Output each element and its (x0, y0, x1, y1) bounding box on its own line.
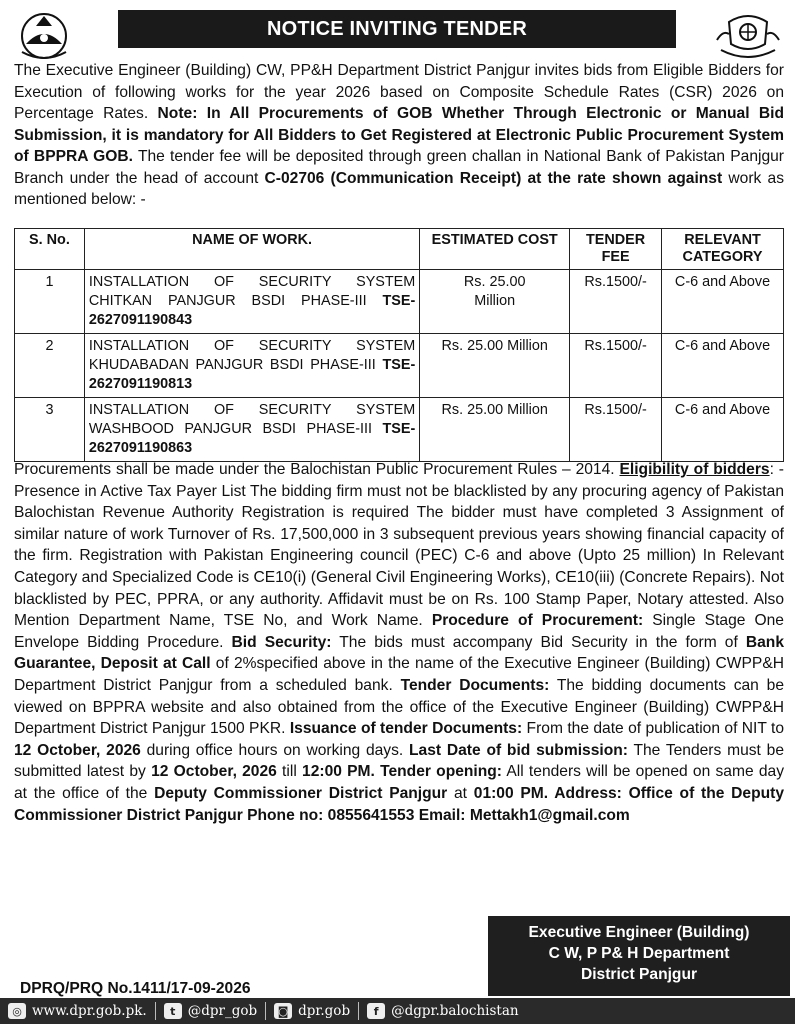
twitter-icon: t (164, 1003, 182, 1019)
signature-block (488, 916, 790, 996)
row-cost: Rs. 25.00 Million (420, 398, 570, 462)
opening-office: Deputy Commissioner District Panjgur (154, 784, 448, 802)
intro-paragraph (14, 60, 784, 211)
body-text: The bidding documents can be viewed on BPPRA website and also obtained from the office of the Executive Engineer (Building) CWPP&H Department District Panjgur 1500 PKR. (14, 676, 784, 738)
header-category: RELEVANT CATEGORY (662, 229, 784, 270)
footer-twitter[interactable] (156, 1003, 265, 1019)
body-text: of 2%specified above in the name of the Executive Engineer (Building) CWPP&H Department District Panjgur from a scheduled bank. (14, 655, 784, 694)
body-text: From the date of publication of NIT to (522, 720, 785, 738)
dprq-number: DPRQ/PRQ No.1411/17-09-2026 (20, 980, 251, 997)
account-head: C-02706 (Communication Receipt) at the rate shown against (264, 169, 723, 187)
tse-number: TSE-2627091190843 (88, 293, 416, 328)
tender-documents-heading: Tender Documents: (400, 676, 550, 694)
tse-number: TSE-2627091190813 (88, 357, 416, 392)
work-name-text: INSTALLATION OF SECURITY SYSTEM CHITKAN PANJGUR BSDI PHASE-III (88, 274, 416, 309)
procedure-heading: Procedure of Procurement: (431, 612, 644, 630)
row-sno: 1 (15, 270, 85, 334)
row-fee: Rs.1500/- (570, 270, 662, 334)
facebook-icon: f (367, 1003, 385, 1019)
opening-time-address: 01:00 PM. Address: Office of the Deputy Commissioner District Panjgur Phone no: 0855641553 Email: Mettakh1@gmail.com (14, 784, 784, 824)
issuance-end-date: 12 October, 2026 (14, 741, 141, 759)
row-category: C-6 and Above (662, 398, 784, 462)
department-crest-logo (715, 10, 781, 60)
tse-number: TSE-2627091190863 (88, 421, 416, 456)
footer-bar (0, 998, 795, 1024)
issuance-heading: Issuance of tender Documents: (289, 720, 523, 738)
row-work-name (84, 398, 419, 462)
submission-date: 12 October, 2026 (151, 763, 277, 781)
table-header-row (15, 229, 784, 270)
row-fee: Rs.1500/- (570, 398, 662, 462)
government-emblem-logo (16, 8, 72, 60)
intro-text-1: The Executive Engineer (Building) CW, PP&H Department District Panjgur invites bids from Eligible Bidders for Execution of following works for the year 2026 based on Composite Schedule Rates (CSR) 2026 on Percentage Rates. (14, 62, 784, 122)
website-text: www.dpr.gob.pk. (32, 1003, 147, 1019)
bank-guarantee-text: Bank Guarantee, Deposit at Call (14, 633, 784, 673)
row-work-name (84, 270, 419, 334)
table-row (15, 334, 784, 398)
conditions-paragraph (14, 459, 784, 826)
work-name-text: INSTALLATION OF SECURITY SYSTEM WASHBOOD PANJGUR BSDI PHASE-III (88, 402, 416, 437)
body-text: Single Stage One Envelope Bidding Procedure. (14, 612, 784, 651)
submission-time: 12:00 PM. Tender opening: (302, 763, 502, 781)
body-text: till (276, 763, 303, 781)
instagram-icon: ◙ (274, 1003, 292, 1019)
row-cost: Rs. 25.00 Million (420, 270, 570, 334)
globe-icon: ◎ (8, 1003, 26, 1019)
header-fee: TENDER FEE (570, 229, 662, 270)
row-fee: Rs.1500/- (570, 334, 662, 398)
row-sno: 3 (15, 398, 85, 462)
facebook-handle: @dgpr.balochistan (391, 1003, 519, 1019)
intro-text-2: The tender fee will be deposited through green challan in National Bank of Pakistan Panjgur Branch under the head of account (14, 148, 784, 187)
footer-website[interactable] (0, 1003, 155, 1019)
body-text: All tenders will be opened on same day at the office of the (14, 763, 785, 802)
header-name: NAME OF WORK. (84, 229, 419, 270)
header-sno: S. No. (15, 229, 85, 270)
intro-note: Note: In All Procurements of GOB Whether Through Electronic or Manual Bid Submission, it is mandatory for All Bidders to Get Registered at Electronic Public Procurement System of BPPRA GOB. (14, 105, 784, 165)
row-category: C-6 and Above (662, 270, 784, 334)
notice-header (0, 4, 795, 62)
intro-text-3: work as mentioned below: - (14, 169, 784, 208)
row-category: C-6 and Above (662, 334, 784, 398)
table-row (15, 270, 784, 334)
signature-line: Executive Engineer (Building) (528, 924, 750, 941)
signature-line: District Panjgur (580, 966, 698, 983)
body-text: during office hours on working days. (140, 741, 410, 759)
body-text: The Tenders must be submitted latest by (14, 741, 784, 781)
last-date-heading: Last Date of bid submission: (409, 741, 628, 759)
row-sno: 2 (15, 334, 85, 398)
table-row (15, 398, 784, 462)
body-text: at (447, 784, 474, 802)
instagram-handle: dpr.gob (298, 1003, 351, 1019)
body-text: : -Presence in Active Tax Payer List The bidding firm must not be blacklisted by any procuring agency of Pakistan Balochistan Revenue Authority Registration is required The bidder must have completed 3 Assignment of similar nature of work Turnover of Rs. 17,500,000 in 3 subsequent previous years showing financial capacity of the firm. Registration with Pakistan Engineering council (PEC) C-6 and above (Upto 25 million) In Relevant Category and Specialized Code is CE10(i) (General Civil Engineering Works), CE10(iii) (Concrete Repairs). Not blacklisted by PEC, PPRA, or any authority. Affidavit must be on Rs. 100 Stamp Paper, Notary attested. Also Mention Department Name, TSE No, and Work Name. (14, 461, 784, 630)
bid-security-heading: Bid Security: (231, 633, 332, 651)
footer-facebook[interactable] (359, 1003, 527, 1019)
works-table (14, 228, 784, 462)
row-work-name (84, 334, 419, 398)
header-cost: ESTIMATED COST (420, 229, 570, 270)
eligibility-heading: Eligibility of bidders (619, 461, 770, 478)
notice-title: NOTICE INVITING TENDER (118, 10, 676, 48)
footer-instagram[interactable] (266, 1003, 358, 1019)
work-name-text: INSTALLATION OF SECURITY SYSTEM KHUDABADAN PANJGUR BSDI PHASE-III (88, 338, 416, 373)
body-text: Procurements shall be made under the Balochistan Public Procurement Rules – 2014. (14, 461, 620, 478)
twitter-handle: @dpr_gob (187, 1003, 258, 1019)
row-cost: Rs. 25.00 Million (420, 334, 570, 398)
body-text: The bids must accompany Bid Security in the form of (331, 633, 746, 651)
signature-line: C W, P P& H Department (548, 945, 730, 962)
